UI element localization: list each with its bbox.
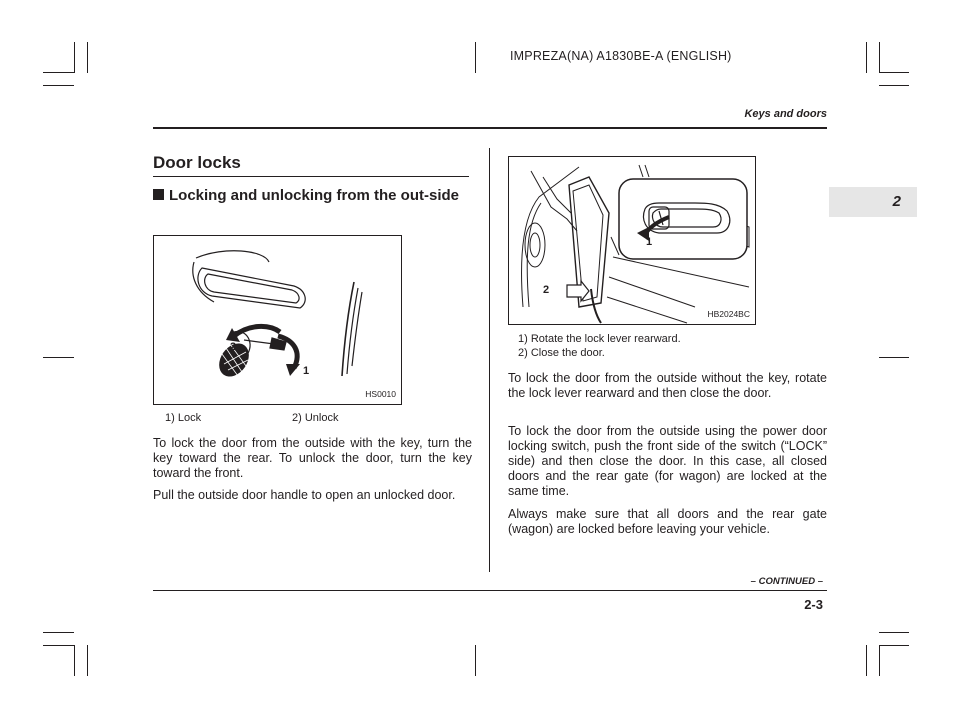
caption-unlock: 2) Unlock	[292, 412, 339, 424]
column-divider	[489, 148, 490, 572]
page-title: Door locks	[153, 153, 241, 172]
paragraph: To lock the door from the outside using the power door locking switch, push the front side of the switch (“LOCK” side) and then close the door. In this case, all closed doors and the rear gate (for wagon) are locked at the same time.	[508, 424, 827, 498]
section-title: Keys and doors	[744, 108, 827, 120]
paragraph: To lock the door from the outside with the key, turn the key toward the rear. To unlock the door, turn the key toward the front.	[153, 436, 472, 480]
title-underline	[153, 176, 469, 177]
callout-2: 2	[230, 341, 237, 353]
caption-lock: 1) Lock	[165, 412, 202, 424]
continued-label: – CONTINUED –	[750, 576, 823, 587]
chapter-tab	[829, 187, 917, 217]
page-number: 2-3	[804, 597, 823, 612]
figure-code: HB2024BC	[707, 309, 750, 319]
paragraph: To lock the door from the outside without the key, rotate the lock lever rearward and then close the door.	[508, 371, 827, 400]
subsection-heading	[153, 187, 471, 205]
figure-code: HS0010	[365, 389, 396, 399]
footer-rule	[153, 590, 827, 591]
caption-close: 2) Close the door.	[518, 347, 605, 359]
paragraph: Pull the outside door handle to open an unlocked door.	[153, 488, 456, 502]
paragraph: Always make sure that all doors and the rear gate (wagon) are locked before leaving your vehicle.	[508, 507, 827, 536]
chapter-number: 2	[892, 193, 901, 210]
key-lock-illustration	[154, 236, 401, 404]
header-rule	[153, 127, 827, 129]
callout-1: 1	[303, 365, 310, 377]
key-lock-figure	[153, 235, 402, 405]
square-bullet-icon	[153, 189, 164, 200]
door-lever-illustration	[509, 157, 755, 324]
door-lever-figure	[508, 156, 756, 325]
caption-rotate: 1) Rotate the lock lever rearward.	[518, 333, 681, 345]
subsection-title: Locking and unlocking from the out-side	[169, 187, 460, 204]
document-id: IMPREZA(NA) A1830BE-A (ENGLISH)	[510, 49, 732, 63]
callout-2: 2	[543, 284, 550, 296]
callout-1: 1	[646, 236, 653, 248]
